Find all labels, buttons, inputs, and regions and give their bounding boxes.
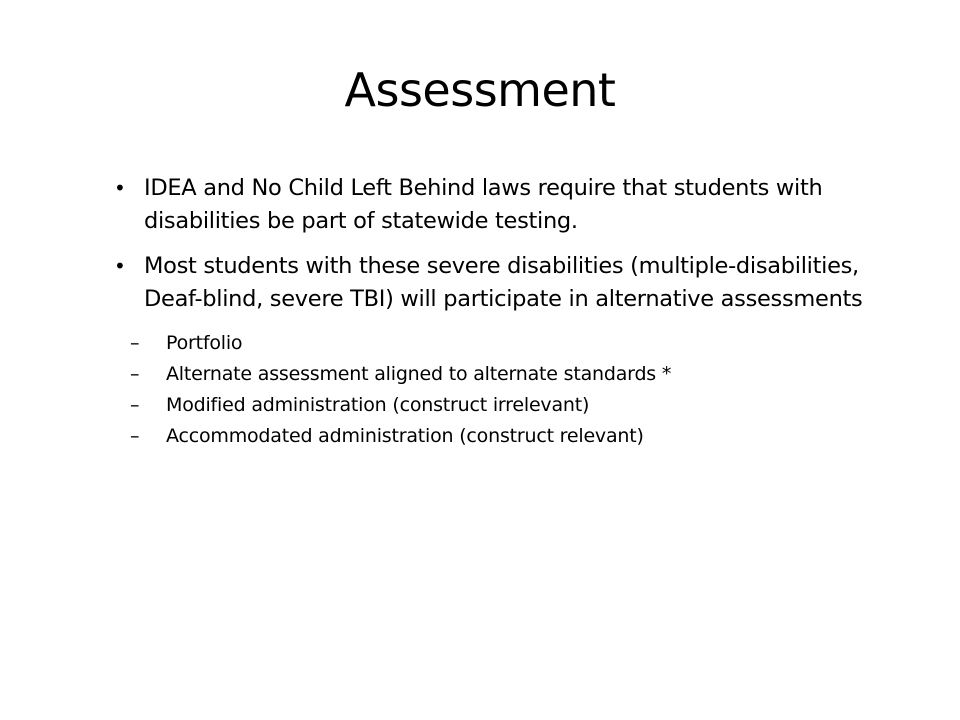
sub-item-text: Accommodated administration (construct relevant) <box>166 425 644 447</box>
sub-item <box>114 421 904 452</box>
slide-title: Assessment <box>344 63 616 117</box>
sub-list <box>114 328 904 452</box>
sub-item-text: Modified administration (construct irrelevant) <box>166 394 590 416</box>
dash-icon: – <box>130 394 140 416</box>
bullet-item <box>114 250 904 316</box>
dash-icon: – <box>130 363 140 385</box>
sub-item-text: Alternate assessment aligned to alternate standards * <box>166 363 672 385</box>
bullet-icon: • <box>114 254 126 278</box>
sub-item-text: Portfolio <box>166 332 243 354</box>
bullet-item <box>114 172 904 238</box>
bullet-text: Most students with these severe disabilities (multiple-disabilities, Deaf-blind, severe TBI) will participate in alternative assessments <box>144 253 863 312</box>
bullet-icon: • <box>114 176 126 200</box>
sub-item <box>114 390 904 421</box>
slide-body <box>114 172 904 452</box>
sub-item <box>114 328 904 359</box>
dash-icon: – <box>130 332 140 354</box>
bullet-text: IDEA and No Child Left Behind laws require that students with disabilities be part of statewide testing. <box>144 175 823 234</box>
dash-icon: – <box>130 425 140 447</box>
sub-item <box>114 359 904 390</box>
